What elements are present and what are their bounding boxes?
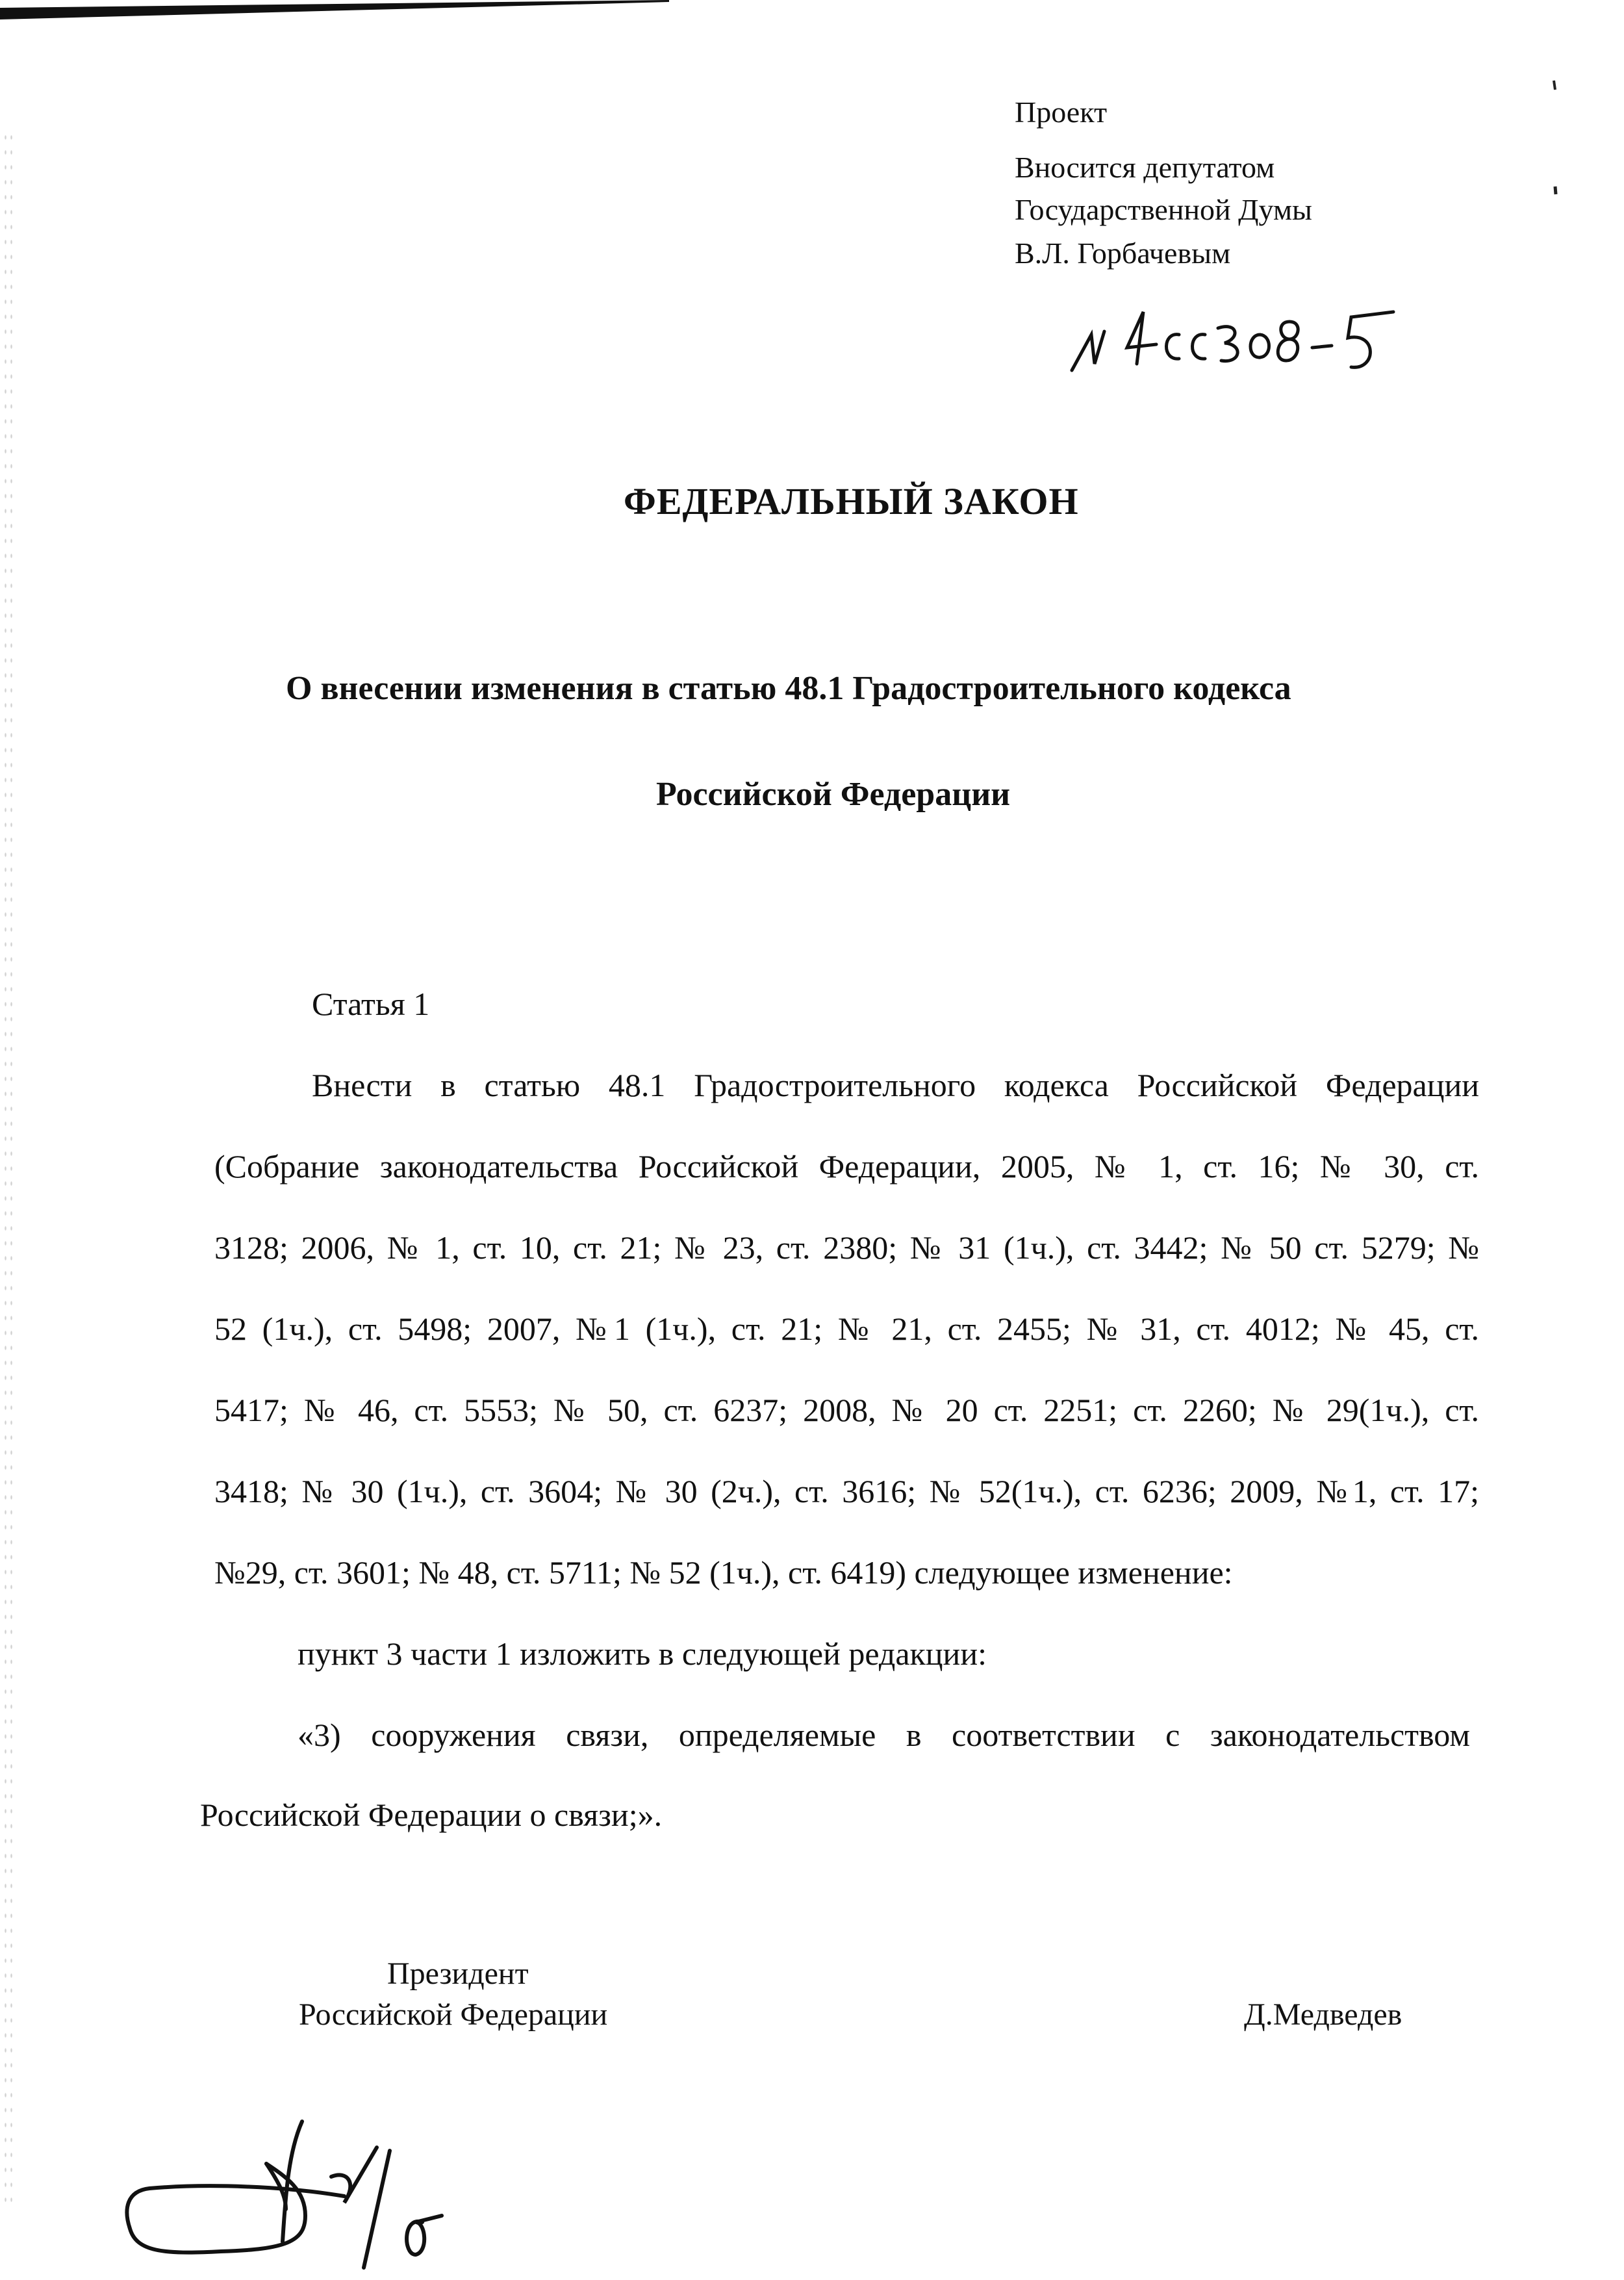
scan-speck	[1553, 185, 1559, 198]
body-line: №29, ст. 3601; № 48, ст. 5711; № 52 (1ч.), ст. 6419) следующее изменение:	[214, 1554, 1233, 1591]
body-line: 52 (1ч.), ст. 5498; 2007, №1 (1ч.), ст. 21; № 21, ст. 2455; № 31, ст. 4012; № 45, ст.	[214, 1311, 1479, 1347]
amendment-line: «3) сооружения связи, определяемые в соответствии с законодательством	[298, 1717, 1470, 1753]
signatory-position: Российской Федерации	[299, 1997, 608, 2032]
submitted-by-line: Государственной Думы	[1015, 193, 1312, 226]
scan-edge-noise	[3, 130, 14, 2209]
document-subtitle-line: Российской Федерации	[656, 776, 1011, 813]
submitted-by-line: Вносится депутатом	[1015, 151, 1275, 184]
scan-speck	[1551, 79, 1558, 92]
signatory-name: Д.Медведев	[1244, 1997, 1402, 2032]
submitted-by-line: В.Л. Горбачевым	[1015, 237, 1231, 270]
point-intro: пункт 3 части 1 изложить в следующей редакции:	[298, 1635, 987, 1672]
handwritten-registration-number	[1065, 299, 1403, 383]
project-label: Проект	[1015, 96, 1108, 129]
scan-streak	[0, 0, 715, 19]
body-line: Внести в статью 48.1 Градостроительного кодекса Российской Федерации	[312, 1067, 1479, 1103]
document-type-title: ФЕДЕРАЛЬНЫЙ ЗАКОН	[624, 480, 1079, 522]
handwritten-signature-mark	[91, 2112, 559, 2274]
body-line: 3418; № 30 (1ч.), ст. 3604; № 30 (2ч.), ст. 3616; № 52(1ч.), ст. 6236; 2009, №1, ст. 17;	[214, 1473, 1479, 1509]
body-line: 5417; № 46, ст. 5553; № 50, ст. 6237; 2008, № 20 ст. 2251; ст. 2260; № 29(1ч.), ст.	[214, 1392, 1479, 1428]
body-line: 3128; 2006, № 1, ст. 10, ст. 21; № 23, ст. 2380; № 31 (1ч.), ст. 3442; № 50 ст. 5279; №	[214, 1229, 1479, 1266]
body-line: (Собрание законодательства Российской Федерации, 2005, № 1, ст. 16; № 30, ст.	[214, 1148, 1479, 1185]
document-subtitle-line: О внесении изменения в статью 48.1 Градостроительного кодекса	[286, 670, 1291, 707]
article-heading: Статья 1	[312, 986, 430, 1022]
amendment-line: Российской Федерации о связи;».	[200, 1797, 663, 1833]
signatory-position: Президент	[387, 1956, 529, 1991]
